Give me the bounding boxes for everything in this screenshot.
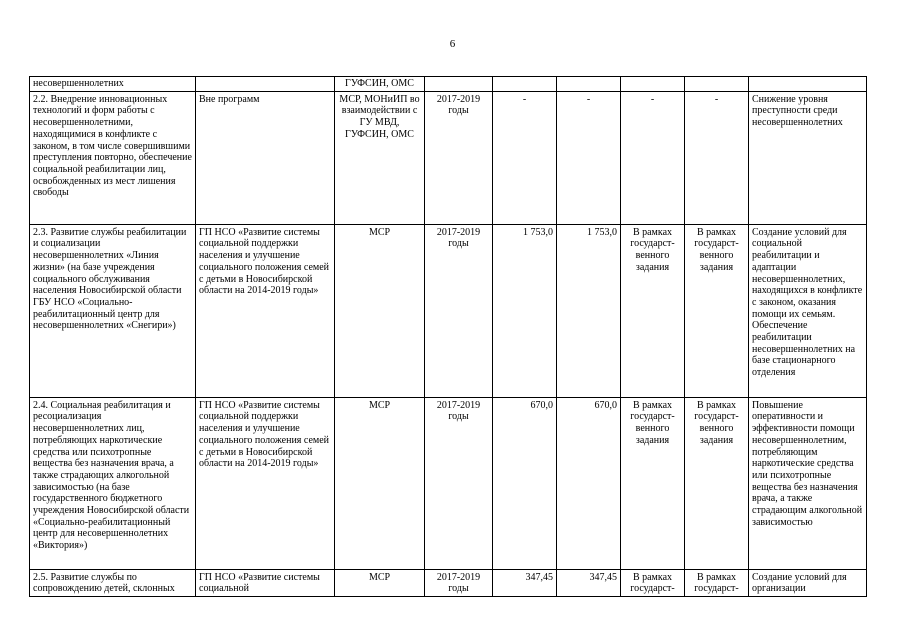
table-row xyxy=(30,91,867,224)
cell-name: 2.2. Внедрение инновационных технологий и форм работы с несовершеннолетними, находящимися в конфликте с законом, в том числе совершившими преступления повторно, обеспечение социальной реабилитации лиц, освобожденных из мест лишения свободы xyxy=(30,91,196,224)
cell-value: - xyxy=(557,91,621,224)
cell-name: несовершеннолетних xyxy=(30,77,196,92)
cell-program xyxy=(196,569,335,596)
cell-period-text: 2017-2019 годы xyxy=(436,571,481,595)
cell-executor: МСР, МОНиИП во взаимодействии с ГУ МВД, ГУФСИН, ОМС xyxy=(335,91,425,224)
cell-program: ГП НСО «Развитие системы социальной поддержки населения и улучшение социального положения семей с детьми в Новосибирской области на 2014-2019 годы» xyxy=(196,397,335,569)
cell-program: Вне программ xyxy=(196,91,335,224)
cell-value: - xyxy=(685,91,749,224)
table-row xyxy=(30,397,867,569)
cell-period: 2017-2019 годы xyxy=(425,91,493,224)
cell-value-text: В рамках государст- xyxy=(694,571,739,595)
cell-program: ГП НСО «Развитие системы социальной поддержки населения и улучшение социального положения семей с детьми в Новосибирской области на 2014-2019 годы» xyxy=(196,224,335,397)
cell-total: 670,0 xyxy=(493,397,557,569)
cell-period xyxy=(425,569,493,596)
cell-total: 1 753,0 xyxy=(493,224,557,397)
cell-result: Снижение уровня преступности среди несовершеннолетних xyxy=(749,91,867,224)
cell-value xyxy=(621,569,685,596)
cell-value xyxy=(685,569,749,596)
cell-empty xyxy=(493,77,557,92)
cell-result: Повышение оперативности и эффективности помощи несовершеннолетним, потребляющим наркотические средства или психотропные вещества без назначения врача, а также страдающим алкогольной зависимостью xyxy=(749,397,867,569)
cell-name: 2.4. Социальная реабилитация и ресоциализация несовершеннолетних лиц, потребляющих наркотические средства или психотропные вещества без назначения врача, а также страдающих алкогольной зависимостью (на базе государственного бюджетного учреждения Новосибирской области «Социально-реабилитационный центр для несовершеннолетних «Виктория») xyxy=(30,397,196,569)
cell-value-text: 347,45 xyxy=(589,571,617,583)
cell-value: 1 753,0 xyxy=(557,224,621,397)
cell-value: - xyxy=(621,91,685,224)
cell-value: В рамках государст-венного задания xyxy=(685,224,749,397)
cell-period: 2017-2019 годы xyxy=(425,397,493,569)
cell-value: В рамках государст-венного задания xyxy=(621,224,685,397)
cell-total: - xyxy=(493,91,557,224)
cell-executor: ГУФСИН, ОМС xyxy=(335,77,425,92)
cell-empty xyxy=(557,77,621,92)
measures-table xyxy=(29,76,867,597)
cell-value-text: В рамках государст- xyxy=(630,571,675,595)
cell-name: 2.3. Развитие службы реабилитации и социализации несовершеннолетних «Линия жизни» (на базе учреждения социального обслуживания населения Новосибирской области ГБУ НСО «Социально-реабилитационный центр для несовершеннолетних «Снегири») xyxy=(30,224,196,397)
cell-empty xyxy=(425,77,493,92)
cell-total xyxy=(493,569,557,596)
cell-executor-text: МСР xyxy=(368,571,391,583)
cell-value: В рамках государст-венного задания xyxy=(685,397,749,569)
cell-empty xyxy=(621,77,685,92)
cell-executor: МСР xyxy=(335,397,425,569)
table-row xyxy=(30,224,867,397)
cell-value: В рамках государст-венного задания xyxy=(621,397,685,569)
cell-program-text: ГП НСО «Развитие системы социальной xyxy=(199,571,320,595)
cell-empty xyxy=(749,77,867,92)
cell-total-text: 347,45 xyxy=(525,571,553,583)
cell-result xyxy=(749,569,867,596)
page-number: 6 xyxy=(449,38,456,50)
cell-empty xyxy=(685,77,749,92)
cell-value xyxy=(557,569,621,596)
cell-name-text: 2.5. Развитие службы по сопровождению детей, склонных xyxy=(33,571,175,595)
cell-result-text: Создание условий для организации xyxy=(752,571,847,595)
table-row-continuation xyxy=(30,77,867,92)
table-row xyxy=(30,569,867,596)
cell-value: 670,0 xyxy=(557,397,621,569)
cell-executor: МСР xyxy=(335,224,425,397)
cell-period: 2017-2019 годы xyxy=(425,224,493,397)
cell-program xyxy=(196,77,335,92)
cell-name xyxy=(30,569,196,596)
cell-result: Создание условий для социальной реабилитации и адаптации несовершеннолетних, находящихся в конфликте с законом, оказания помощи их семьям. Обеспечение реабилитации несовершеннолетних на базе стационарного отделения xyxy=(749,224,867,397)
cell-executor xyxy=(335,569,425,596)
